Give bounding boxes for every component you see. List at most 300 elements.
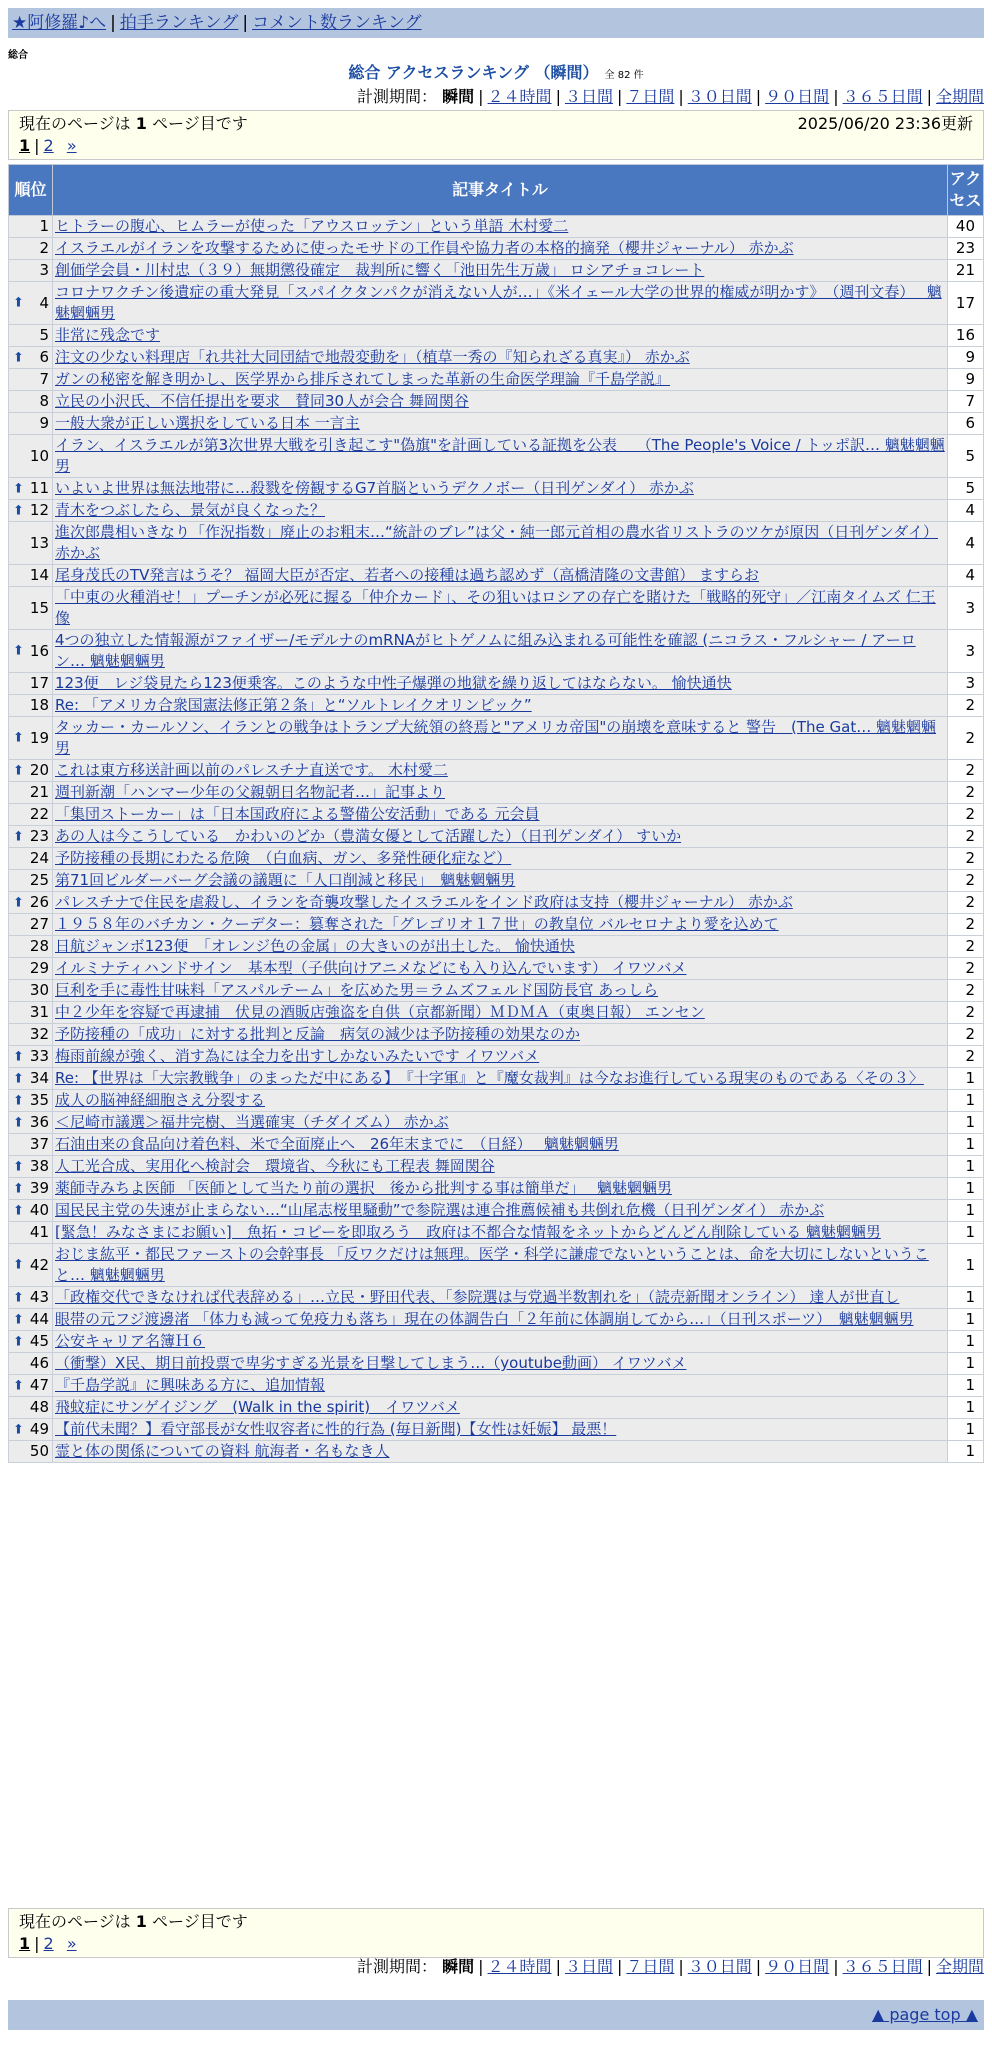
table-row (9, 760, 984, 782)
rank-cell (9, 1090, 53, 1112)
period-link-30d[interactable]: ３０日間 (687, 1957, 752, 1976)
page-status-number: 1 (135, 114, 147, 133)
article-title-link[interactable]: ＜尼崎市議選＞福井完樹、当選確実（チダイズム） 赤かぶ (55, 1113, 449, 1131)
table-row (9, 892, 984, 914)
article-title-link[interactable]: 一般大衆が正しい選択をしている日本 一言主 (55, 414, 360, 432)
page-status-prefix: 現在のページは (19, 114, 131, 133)
period-selector-top (357, 86, 984, 108)
table-row (9, 282, 984, 325)
title-cell (53, 369, 948, 391)
rank-cell (9, 347, 53, 369)
access-count: 1 (948, 1200, 984, 1222)
title-cell (53, 587, 948, 630)
period-link-90d[interactable]: ９０日間 (765, 1957, 830, 1976)
article-title-link[interactable]: イラン、イスラエルが第3次世界大戦を引き起こす"偽旗"を計画している証拠を公表 （The People's Voice / トッポ訳… 魑魅魍魎男 (55, 436, 945, 475)
access-count: 1 (948, 1178, 984, 1200)
table-row (9, 1331, 984, 1353)
title-cell (53, 914, 948, 936)
rank-number: 21 (29, 783, 49, 801)
access-count: 17 (948, 282, 984, 325)
rank-number: 15 (29, 598, 49, 617)
rank-cell (9, 1419, 53, 1441)
rank-cell (9, 936, 53, 958)
period-link-24h[interactable]: ２４時間 (487, 87, 552, 106)
table-row (9, 980, 984, 1002)
table-row (9, 1178, 984, 1200)
period-link-24h[interactable]: ２４時間 (487, 1957, 552, 1976)
title-cell (53, 826, 948, 848)
article-title-link[interactable]: おじま紘平・都民ファーストの会幹事長 「反ワクだけは無理。医学・科学に謙虚でないということは、命を大切にしないということ… 魑魅魍魎男 (55, 1245, 929, 1284)
up-arrow-icon: ⬆ (13, 895, 24, 910)
article-title-link[interactable]: （衝撃）X民、期日前投票で卑劣すぎる光景を目撃してしまう…（youtube動画） イワツバメ (55, 1354, 687, 1372)
title-cell (53, 870, 948, 892)
title-cell (53, 1353, 948, 1375)
rank-number: 49 (29, 1420, 49, 1438)
article-title-link[interactable]: 『千島学説』に興味ある方に、追加情報 (55, 1376, 326, 1394)
access-count: 21 (948, 260, 984, 282)
nav-sep: | (110, 13, 116, 33)
title-cell (53, 630, 948, 673)
article-title-link[interactable]: 第71回ビルダーバーグ会議の議題に「人口削減と移民」 魑魅魍魎男 (55, 871, 516, 889)
article-title-link[interactable]: 創価学会員・川村忠（３９）無期懲役確定 裁判所に響く「池田先生万歳」 ロシアチョコレート (55, 261, 705, 279)
rank-number: 24 (29, 849, 49, 867)
rank-cell (9, 238, 53, 260)
table-row (9, 695, 984, 717)
access-count: 3 (948, 587, 984, 630)
rank-cell (9, 826, 53, 848)
up-arrow-icon: ⬆ (13, 1093, 24, 1108)
article-title-link[interactable]: 4つの独立した情報源がファイザー/モデルナのmRNAがヒトゲノムに組み込まれる可能性を確認 (ニコラス・フルシャー / アーロン… 魑魅魍魎男 (55, 631, 916, 670)
access-count: 2 (948, 936, 984, 958)
article-title-link[interactable]: ヒトラーの腹心、ヒムラーが使った「アウスロッテン」という単語 木村愛二 (55, 217, 569, 235)
col-header-title: 記事タイトル (53, 165, 948, 216)
access-count: 1 (948, 1441, 984, 1463)
title-cell (53, 1222, 948, 1244)
rank-number: 6 (39, 348, 49, 366)
title-cell (53, 1068, 948, 1090)
page-status-suffix: ページ目です (152, 1912, 248, 1931)
up-arrow-icon: ⬆ (13, 1422, 24, 1437)
title-cell (53, 1287, 948, 1309)
article-title-link[interactable]: 石油由来の食品向け着色料、米で全面廃止へ 26年末までに （日経） 魑魅魍魎男 (55, 1135, 619, 1153)
article-title-link[interactable]: ガンの秘密を解き明かし、医学界から排斥されてしまった革新の生命医学理論『千島学説』 (55, 370, 671, 388)
title-cell (53, 413, 948, 435)
footer-bar (8, 2000, 984, 2030)
table-row (9, 1222, 984, 1244)
rank-cell (9, 782, 53, 804)
up-arrow-icon: ⬆ (13, 1049, 24, 1064)
rank-number: 2 (39, 239, 49, 257)
table-row (9, 673, 984, 695)
title-cell (53, 391, 948, 413)
title-cell (53, 478, 948, 500)
rank-number: 3 (39, 261, 49, 279)
article-title-link[interactable]: パレスチナで住民を虐殺し、イランを奇襲攻撃したイスラエルをインド政府は支持（櫻井ジャーナル） 赤かぶ (55, 893, 793, 911)
period-link-365d[interactable]: ３６５日間 (842, 1957, 923, 1976)
period-label: 計測期間： (357, 1957, 438, 1976)
title-cell (53, 1441, 948, 1463)
rank-cell (9, 1178, 53, 1200)
article-title-link[interactable]: 中２少年を容疑で再逮捕 伏見の酒販店強盗を自供（京都新聞）ＭＤＭＡ（東奥日報） エンセン (55, 1003, 705, 1021)
table-row (9, 848, 984, 870)
rank-cell (9, 870, 53, 892)
rank-number: 46 (29, 1354, 49, 1372)
period-link-all[interactable]: 全期間 (935, 87, 984, 106)
rank-cell (9, 478, 53, 500)
access-count: 5 (948, 435, 984, 478)
table-row (9, 1046, 984, 1068)
rank-number: 42 (29, 1255, 49, 1274)
article-title-link[interactable]: 非常に残念です (55, 326, 161, 344)
period-link-7d[interactable]: ７日間 (626, 87, 675, 106)
table-row (9, 1156, 984, 1178)
title-cell (53, 1419, 948, 1441)
access-count: 23 (948, 238, 984, 260)
access-count: 1 (948, 1244, 984, 1287)
nav-link-comment-ranking[interactable]: コメント数ランキング (252, 13, 422, 33)
up-arrow-icon: ⬆ (13, 1203, 24, 1218)
table-row (9, 936, 984, 958)
rank-number: 48 (29, 1398, 49, 1416)
table-row (9, 1112, 984, 1134)
rank-number: 11 (29, 479, 49, 497)
title-cell (53, 1112, 948, 1134)
rank-number: 50 (29, 1442, 49, 1460)
title-cell (53, 936, 948, 958)
article-title-link[interactable]: 週刊新潮「ハンマー少年の父親朝日名物記者…」記事より (55, 783, 446, 801)
access-count: 40 (948, 216, 984, 238)
table-row (9, 260, 984, 282)
page-status (19, 113, 248, 135)
access-count: 9 (948, 347, 984, 369)
up-arrow-icon: ⬆ (13, 295, 24, 311)
rank-cell (9, 958, 53, 980)
article-title-link[interactable]: 梅雨前線が強く、消す為には全力を出すしかないみたいです イワツバメ (55, 1047, 540, 1065)
rank-number: 16 (29, 641, 49, 660)
category-label: 総合 (8, 50, 28, 61)
period-selector-bottom (357, 1956, 984, 1978)
rank-cell (9, 804, 53, 826)
up-arrow-icon: ⬆ (13, 1257, 24, 1273)
rank-cell (9, 1375, 53, 1397)
title-cell (53, 892, 948, 914)
access-count: 2 (948, 695, 984, 717)
table-row (9, 216, 984, 238)
title-cell (53, 435, 948, 478)
article-title-link[interactable]: 「集団ストーカー」は「日本国政府による警備公安活動」である 元会員 (55, 805, 540, 823)
period-sep: | (478, 1957, 484, 1976)
period-link-365d[interactable]: ３６５日間 (842, 87, 923, 106)
article-title-link[interactable]: 123便 レジ袋見たら123便乗客。このような中性子爆弾の地獄を繰り返してはならない。 愉快通快 (55, 674, 732, 692)
period-sep: | (926, 87, 932, 106)
title-cell (53, 1331, 948, 1353)
article-title-link[interactable]: 霊と体の関係についての資料 航海者・名もなき人 (55, 1442, 390, 1460)
rank-cell (9, 1002, 53, 1024)
updated-time: 2025/06/20 23:36更新 (797, 114, 973, 133)
page-1-current: 1 (19, 1934, 31, 1953)
up-arrow-icon: ⬆ (13, 643, 24, 659)
article-title-link[interactable]: 成人の脳神経細胞さえ分裂する (55, 1091, 266, 1109)
period-link-90d[interactable]: ９０日間 (765, 87, 830, 106)
rank-cell (9, 522, 53, 565)
table-row (9, 347, 984, 369)
rank-number: 30 (29, 981, 49, 999)
page-2-link[interactable]: 2 (43, 136, 54, 155)
article-title-link[interactable]: イルミナティハンドサイン 基本型（子供向けアニメなどにも入り込んでいます） イワツバメ (55, 959, 687, 977)
page-2-link[interactable]: 2 (43, 1934, 54, 1953)
article-title-link[interactable]: 注文の少ない料理店「れ共社大同団結で地殻変動を」（植草一秀の『知られざる真実』） 赤かぶ (55, 348, 690, 366)
rank-cell (9, 1222, 53, 1244)
article-title-link[interactable]: 薬師寺みちよ医師 「医師として当たり前の選択 後から批判する事は簡単だ」 魑魅魍魎男 (55, 1179, 673, 1197)
article-title-link[interactable]: 飛蚊症にサンゲイジング (Walk in the spirit) イワツバメ (55, 1398, 460, 1416)
rank-number: 9 (39, 414, 49, 432)
title-cell (53, 1397, 948, 1419)
rank-number: 1 (39, 217, 49, 235)
article-title-link[interactable]: タッカー・カールソン、イランとの戦争はトランプ大統領の終焉と"アメリカ帝国"の崩壊を意味すると 警告 (The Gat… 魑魅魍魎男 (55, 718, 937, 757)
rank-number: 23 (29, 827, 49, 845)
title-cell (53, 216, 948, 238)
access-count: 1 (948, 1331, 984, 1353)
up-arrow-icon: ⬆ (13, 1159, 24, 1174)
title-cell (53, 760, 948, 782)
table-row (9, 958, 984, 980)
up-arrow-icon: ⬆ (13, 1378, 24, 1393)
item-count: 全 82 件 (604, 70, 644, 81)
rank-cell (9, 1156, 53, 1178)
table-row (9, 369, 984, 391)
pager-sep: | (34, 136, 40, 155)
access-count: 4 (948, 500, 984, 522)
article-title-link[interactable]: イスラエルがイランを攻撃するために使ったモサドの工作員や協力者の本格的摘発（櫻井ジャーナル） 赤かぶ (55, 239, 794, 257)
table-row (9, 391, 984, 413)
access-count: 9 (948, 369, 984, 391)
table-row (9, 435, 984, 478)
pager-top (8, 110, 984, 160)
rank-number: 29 (29, 959, 49, 977)
access-count: 1 (948, 1419, 984, 1441)
period-link-7d[interactable]: ７日間 (626, 1957, 675, 1976)
rank-number: 45 (29, 1332, 49, 1350)
table-row (9, 413, 984, 435)
period-sep: | (555, 1957, 561, 1976)
table-row (9, 522, 984, 565)
table-row (9, 1287, 984, 1309)
rank-cell (9, 1200, 53, 1222)
rank-number: 34 (29, 1069, 49, 1087)
rank-cell (9, 717, 53, 760)
pager-bottom (8, 1908, 984, 1958)
period-sep: | (555, 87, 561, 106)
period-label: 計測期間： (357, 87, 438, 106)
rank-number: 20 (29, 761, 49, 779)
period-sep: | (833, 87, 839, 106)
period-sep: | (478, 87, 484, 106)
rank-cell (9, 1353, 53, 1375)
access-count: 6 (948, 413, 984, 435)
article-title-link[interactable]: [緊急！みなさまにお願い] 魚拓・コピーを即取ろう 政府は不都合な情報をネットからどんどん削除している 魑魅魍魎男 (55, 1223, 881, 1241)
period-link-30d[interactable]: ３０日間 (687, 87, 752, 106)
article-title-link[interactable]: 【前代未聞？】看守部長が女性収容者に性的行為 (毎日新聞)【女性は妊娠】 最悪！ (55, 1420, 617, 1438)
period-sep: | (678, 87, 684, 106)
access-count: 2 (948, 804, 984, 826)
rank-cell (9, 325, 53, 347)
title-cell (53, 717, 948, 760)
table-row (9, 870, 984, 892)
table-row (9, 782, 984, 804)
access-count: 2 (948, 892, 984, 914)
access-count: 3 (948, 630, 984, 673)
article-title-link[interactable]: 「政権交代できなければ代表辞める」…立民・野田代表、「参院選は与党過半数割れを」（読売新聞オンライン） 達人が世直し (55, 1288, 900, 1306)
rank-cell (9, 1134, 53, 1156)
rank-number: 19 (29, 728, 49, 747)
article-title-link[interactable]: 予防接種の「成功」に対する批判と反論 病気の減少は予防接種の効果なのか (55, 1025, 581, 1043)
up-arrow-icon: ⬆ (13, 829, 24, 844)
rank-cell (9, 1024, 53, 1046)
rank-cell (9, 980, 53, 1002)
article-title-link[interactable]: あの人は今こうしている かわいのどか（豊満女優として活躍した）（日刊ゲンダイ） すいか (55, 827, 682, 845)
table-row (9, 826, 984, 848)
rank-number: 26 (29, 893, 49, 911)
nav-link-asyura[interactable]: ★阿修羅♪へ (12, 13, 107, 33)
title-cell (53, 1309, 948, 1331)
period-sep: | (755, 87, 762, 106)
access-count: 2 (948, 914, 984, 936)
period-sep: | (616, 1957, 623, 1976)
article-title-link[interactable]: 青木をつぶしたら、景気が良くなった？ (55, 501, 326, 519)
table-row (9, 587, 984, 630)
rank-cell (9, 1112, 53, 1134)
title-cell (53, 347, 948, 369)
access-count: 2 (948, 848, 984, 870)
article-title-link[interactable]: 眼帯の元フジ渡邊渚 「体力も減って免疫力も落ち」現在の体調告白「２年前に体調崩してから…」（日刊スポーツ） 魑魅魍魎男 (55, 1310, 914, 1328)
period-current: 瞬間 (442, 1957, 475, 1976)
title-cell (53, 565, 948, 587)
access-count: 7 (948, 391, 984, 413)
period-sep: | (678, 1957, 684, 1976)
title-cell (53, 1244, 948, 1287)
article-title-link[interactable]: 日航ジャンボ123便 「オレンジ色の金属」の大きいのが出土した。 愉快通快 (55, 937, 575, 955)
table-row (9, 478, 984, 500)
rank-cell (9, 587, 53, 630)
period-link-all[interactable]: 全期間 (935, 1957, 984, 1976)
rank-cell (9, 630, 53, 673)
page-top-link[interactable]: ▲ page top ▲ (871, 2005, 978, 2024)
rank-number: 44 (29, 1310, 49, 1328)
page-1-current: 1 (19, 136, 31, 155)
table-row (9, 717, 984, 760)
table-row (9, 1244, 984, 1287)
access-count: 1 (948, 1112, 984, 1134)
article-title-link[interactable]: 立民の小沢氏、不信任提出を要求 賛同30人が会合 舞岡関谷 (55, 392, 469, 410)
rank-cell (9, 1309, 53, 1331)
rank-number: 37 (29, 1135, 49, 1153)
rank-number: 35 (29, 1091, 49, 1109)
access-count: 2 (948, 760, 984, 782)
article-title-link[interactable]: Re: 「アメリカ合衆国憲法修正第２条」と“ソルトレイクオリンピック” (55, 696, 532, 714)
table-row (9, 325, 984, 347)
rank-number: 38 (29, 1157, 49, 1175)
article-title-link[interactable]: 巨利を手に毒性甘味料「アスパルテーム」を広めた男＝ラムズフェルド国防長官 あっしら (55, 981, 659, 999)
article-title-link[interactable]: いよいよ世界は無法地帯に…殺戮を傍観するG7首脳というデクノボー（日刊ゲンダイ） 赤かぶ (55, 479, 694, 497)
col-header-access: アクセス (948, 165, 984, 216)
title-cell (53, 958, 948, 980)
rank-number: 36 (29, 1113, 49, 1131)
period-link-3d[interactable]: ３日間 (564, 1957, 613, 1976)
period-sep: | (755, 1957, 762, 1976)
title-cell (53, 804, 948, 826)
table-row (9, 630, 984, 673)
up-arrow-icon: ⬆ (13, 1115, 24, 1130)
rank-cell (9, 914, 53, 936)
rank-number: 25 (29, 871, 49, 889)
title-cell (53, 282, 948, 325)
rank-cell (9, 500, 53, 522)
next-page-link[interactable]: » (66, 1934, 77, 1953)
up-arrow-icon: ⬆ (13, 1334, 24, 1349)
rank-cell (9, 1068, 53, 1090)
title-cell (53, 1134, 948, 1156)
article-title-link[interactable]: 人工光合成、実用化へ検討会 環境省、今秋にも工程表 舞岡関谷 (55, 1157, 495, 1175)
title-cell (53, 980, 948, 1002)
table-row (9, 1200, 984, 1222)
article-title-link[interactable]: 尾身茂氏のTV発言はうそ？ 福岡大臣が否定、若者への接種は過ち認めず（高橋清隆の文書館） ますらお (55, 566, 759, 584)
period-link-3d[interactable]: ３日間 (564, 87, 613, 106)
access-count: 1 (948, 1353, 984, 1375)
rank-number: 43 (29, 1288, 49, 1306)
title-cell (53, 238, 948, 260)
rank-number: 14 (29, 566, 49, 584)
rank-number: 27 (29, 915, 49, 933)
page-status (19, 1911, 248, 1933)
article-title-link[interactable]: 予防接種の長期にわたる危険 （白血病、ガン、多発性硬化症など） (55, 849, 512, 867)
table-row (9, 1090, 984, 1112)
up-arrow-icon: ⬆ (13, 763, 24, 778)
top-nav (8, 8, 984, 38)
table-header-row (9, 165, 984, 216)
access-count: 2 (948, 870, 984, 892)
rank-number: 8 (39, 392, 49, 410)
table-row (9, 1353, 984, 1375)
nav-link-clap-ranking[interactable]: 拍手ランキング (119, 13, 239, 33)
rank-number: 28 (29, 937, 49, 955)
ranking-title: 総合 アクセスランキング （瞬間） (348, 63, 599, 82)
title-cell (53, 1046, 948, 1068)
article-title-link[interactable]: コロナワクチン後遺症の重大発見「スパイクタンパクが消えない人が…」《米イェール大学の世界的権威が明かす》 （週刊文春） 魑魅魍魎男 (55, 283, 942, 322)
article-title-link[interactable]: １９５８年のバチカン・クーデター：篡奪された「グレゴリオ１７世」の教皇位 バルセロナより愛を込めて (55, 915, 779, 933)
access-count: 1 (948, 1090, 984, 1112)
next-page-link[interactable]: » (66, 136, 77, 155)
table-row (9, 1375, 984, 1397)
article-title-link[interactable]: これは東方移送計画以前のパレスチナ直送です。 木村愛二 (55, 761, 448, 779)
article-title-link[interactable]: 「中東の火種消せ！」プーチンが必死に握る「仲介カード」、その狙いはロシアの存亡を賭けた「戦略的死守」／江南タイムズ 仁王像 (55, 588, 936, 627)
article-title-link[interactable]: Re: 【世界は「大宗教戦争」のまっただ中にある】 『十字軍』と『魔女裁判』は今なお進行している現実のものである〈その３〉 (55, 1069, 924, 1087)
article-title-link[interactable]: 公安キャリア名簿Ｈ６ (55, 1332, 206, 1350)
rank-number: 40 (29, 1201, 49, 1219)
title-cell (53, 848, 948, 870)
table-row (9, 1419, 984, 1441)
rank-cell (9, 695, 53, 717)
rank-cell (9, 413, 53, 435)
article-title-link[interactable]: 国民民主党の失速が止まらない…“山尾志桜里騒動”で参院選は連合推薦候補も共倒れ危機（日刊ゲンダイ） 赤かぶ (55, 1201, 825, 1219)
title-cell (53, 1156, 948, 1178)
article-title-link[interactable]: 進次郎農相いきなり「作況指数」廃止のお粗末…“統計のブレ”は父・純一郎元首相の農水省リストラのツケが原因（日刊ゲンダイ） 赤かぶ (55, 523, 938, 562)
access-count: 2 (948, 1002, 984, 1024)
page-status-prefix: 現在のページは (19, 1912, 131, 1931)
table-row (9, 1068, 984, 1090)
period-sep: | (833, 1957, 839, 1976)
ranking-table (8, 164, 984, 1463)
access-count: 3 (948, 673, 984, 695)
